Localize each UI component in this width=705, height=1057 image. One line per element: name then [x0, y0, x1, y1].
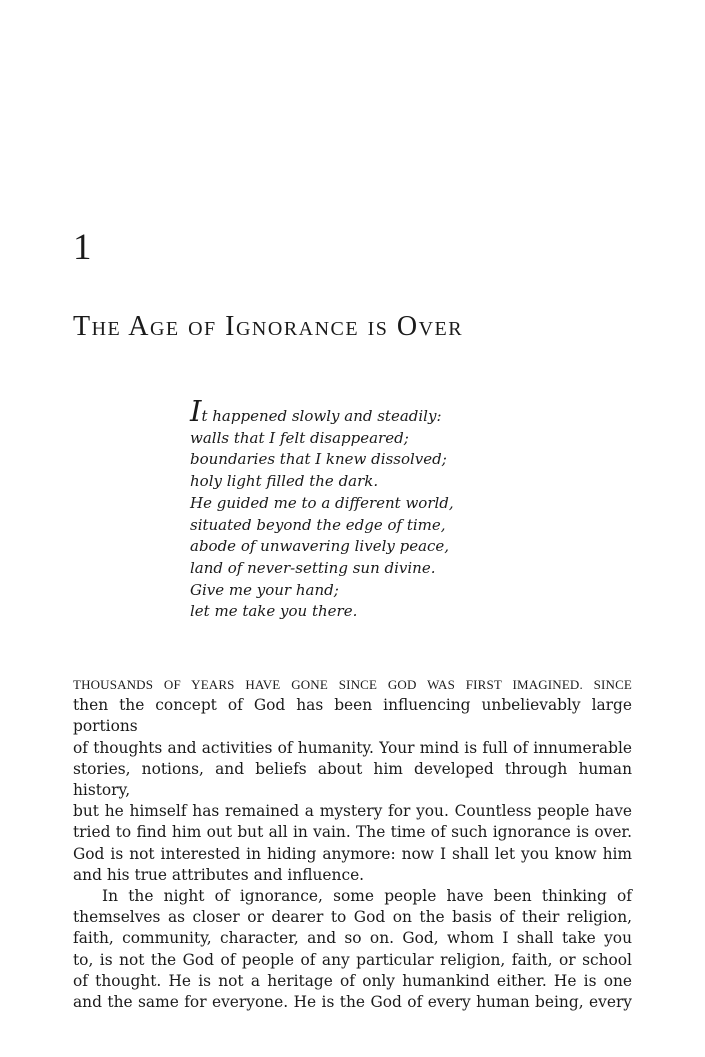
text-line: but he himself has remained a mystery for you. Countless people have — [73, 802, 632, 821]
poem-line: walls that I felt disappeared; — [190, 428, 409, 447]
chapter-body — [73, 674, 632, 1013]
poem-dropcap: I — [190, 394, 202, 428]
poem-first-line: t happened slowly and steadily: — [201, 407, 442, 425]
paragraph-lead-in: THOUSANDS OF YEARS HAVE GONE SINCE GOD WAS FIRST IMAGINED. SINCE — [73, 677, 632, 692]
text-line: then the concept of God has been influencing unbelievably large portions — [73, 696, 632, 736]
text-line: In the night of ignorance, some people have been thinking of — [102, 887, 632, 906]
poem-line: holy light filled the dark. — [190, 472, 379, 491]
text-line: and the same for everyone. He is the God of every human being, every — [73, 993, 632, 1012]
paragraph-1 — [73, 674, 632, 886]
poem-line: Give me your hand; — [190, 580, 339, 599]
text-line: God is not interested in hiding anymore: now I shall let you know him — [73, 844, 632, 863]
text-line: to, is not the God of people of any particular religion, faith, or school — [73, 950, 632, 969]
chapter-number: 1 — [73, 227, 92, 268]
poem-line: He guided me to a different world, — [190, 493, 454, 512]
text-line: of thought. He is not a heritage of only humankind either. He is one — [73, 971, 632, 990]
epigraph-poem — [190, 394, 510, 623]
poem-line: boundaries that I knew dissolved; — [190, 450, 447, 469]
text-line: of thoughts and activities of humanity. Your mind is full of innumerable — [73, 738, 632, 757]
poem-line: abode of unwavering lively peace, — [190, 537, 450, 556]
text-line: themselves as closer or dearer to God on the basis of their religion, — [73, 908, 632, 927]
paragraph-2 — [73, 886, 632, 1013]
text-line: tried to find him out but all in vain. The time of such ignorance is over. — [73, 823, 632, 842]
text-line: faith, community, character, and so on. God, whom I shall take you — [73, 929, 632, 948]
poem-line: land of never-setting sun divine. — [190, 558, 436, 577]
text-line: and his true attributes and influence. — [73, 865, 365, 884]
poem-line — [190, 394, 510, 428]
poem-line: situated beyond the edge of time, — [190, 515, 446, 534]
poem-line: let me take you there. — [190, 602, 358, 621]
chapter-title: The Age of Ignorance is Over — [73, 311, 464, 342]
text-line: stories, notions, and beliefs about him developed through human history, — [73, 759, 632, 800]
